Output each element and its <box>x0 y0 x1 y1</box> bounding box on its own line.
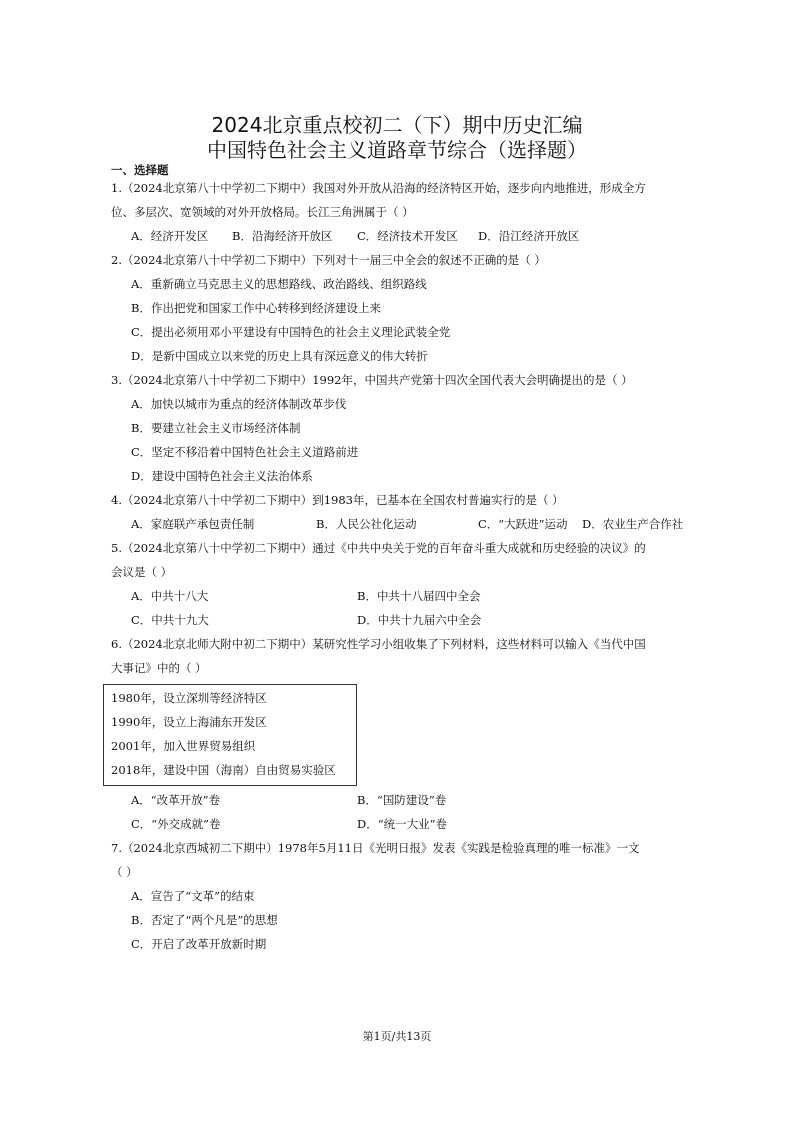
q5-option-d: D．中共十九届六中全会 <box>357 613 482 627</box>
q6-material-4: 2018年，建设中国（海南）自由贸易实验区 <box>111 763 336 777</box>
q4-stem: 4.（2024北京第八十中学初二下期中）到1983年，已基本在全国农村普遍实行的是（ ） <box>111 493 564 507</box>
q6-stem-line1: 6.（2024北京北师大附中初二下期中）某研究性学习小组收集了下列材料，这些材料可以输入《当代中国 <box>111 637 646 651</box>
q3-option-d: D．建设中国特色社会主义法治体系 <box>131 469 313 483</box>
q4-option-d: D．农业生产合作社 <box>582 517 684 531</box>
q4-option-b: B．人民公社化运动 <box>316 517 417 531</box>
q5-option-b: B．中共十八届四中全会 <box>357 589 481 603</box>
q3-stem: 3.（2024北京第八十中学初二下期中）1992年，中国共产党第十四次全国代表大会明确提出的是（ ） <box>111 373 633 387</box>
q6-material-2: 1990年，设立上海浦东开发区 <box>111 715 267 729</box>
q6-option-c: C．“外交成就”卷 <box>131 817 221 831</box>
q1-stem-line2: 位、多层次、宽领域的对外开放格局。长江三角洲属于（ ） <box>111 205 414 219</box>
q6-material-1: 1980年，设立深圳等经济特区 <box>111 691 267 705</box>
q5-option-a: A．中共十八大 <box>131 589 209 603</box>
q1-option-a: A．经济开发区 <box>131 229 209 243</box>
q1-option-c: C．经济技术开发区 <box>357 229 458 243</box>
q3-option-c: C．坚定不移沿着中国特色社会主义道路前进 <box>131 445 359 459</box>
q2-stem: 2.（2024北京第八十中学初二下期中）下列对十一届三中全会的叙述不正确的是（ ） <box>111 253 546 267</box>
q5-stem-line2: 会议是（ ） <box>111 565 173 579</box>
q7-option-b: B．否定了“两个凡是”的思想 <box>131 913 278 927</box>
section-heading: 一、选择题 <box>111 163 169 177</box>
q2-option-d: D．是新中国成立以来党的历史上具有深远意义的伟大转折 <box>131 349 428 363</box>
q1-option-d: D．沿江经济开放区 <box>478 229 580 243</box>
q6-option-b: B．“国防建设”卷 <box>357 793 447 807</box>
q1-option-b: B．沿海经济开放区 <box>232 229 333 243</box>
page-footer: 第1页/共13页 <box>362 1030 432 1043</box>
q4-option-c: C．“大跃进”运动 <box>478 517 568 531</box>
q6-stem-line2: 大事记》中的（ ） <box>111 661 207 675</box>
q2-option-b: B．作出把党和国家工作中心转移到经济建设上来 <box>131 301 381 315</box>
q5-option-c: C．中共十九大 <box>131 613 209 627</box>
q1-stem-line1: 1.（2024北京第八十中学初二下期中）我国对外开放从沿海的经济特区开始，逐步向内地推进，形成全方 <box>111 181 646 195</box>
q4-option-a: A．家庭联产承包责任制 <box>131 517 255 531</box>
q6-option-d: D．“统一大业”卷 <box>357 817 447 831</box>
q7-stem-line2: （ ） <box>111 865 138 879</box>
q7-option-a: A．宣告了“文革”的结束 <box>131 889 255 903</box>
q2-option-a: A．重新确立马克思主义的思想路线、政治路线、组织路线 <box>131 277 427 291</box>
q7-stem-line1: 7.（2024北京西城初二下期中）1978年5月11日《光明日报》发表《实践是检验真理的唯一标准》一文 <box>111 841 640 855</box>
q6-material-3: 2001年，加入世界贸易组织 <box>111 739 256 753</box>
q7-option-c: C．开启了改革开放新时期 <box>131 937 267 951</box>
page-subtitle: 中国特色社会主义道路章节综合（选择题） <box>207 138 587 162</box>
q2-option-c: C．提出必须用邓小平建设有中国特色的社会主义理论武装全党 <box>131 325 451 339</box>
q5-stem-line1: 5.（2024北京第八十中学初二下期中）通过《中共中央关于党的百年奋斗重大成就和历史经验的决议》的 <box>111 541 646 555</box>
q3-option-a: A．加快以城市为重点的经济体制改革步伐 <box>131 397 347 411</box>
q6-material-box <box>103 684 357 786</box>
q3-option-b: B．要建立社会主义市场经济体制 <box>131 421 301 435</box>
q6-option-a: A．“改革开放”卷 <box>131 793 221 807</box>
page-title: 2024北京重点校初二（下）期中历史汇编 <box>211 113 583 137</box>
